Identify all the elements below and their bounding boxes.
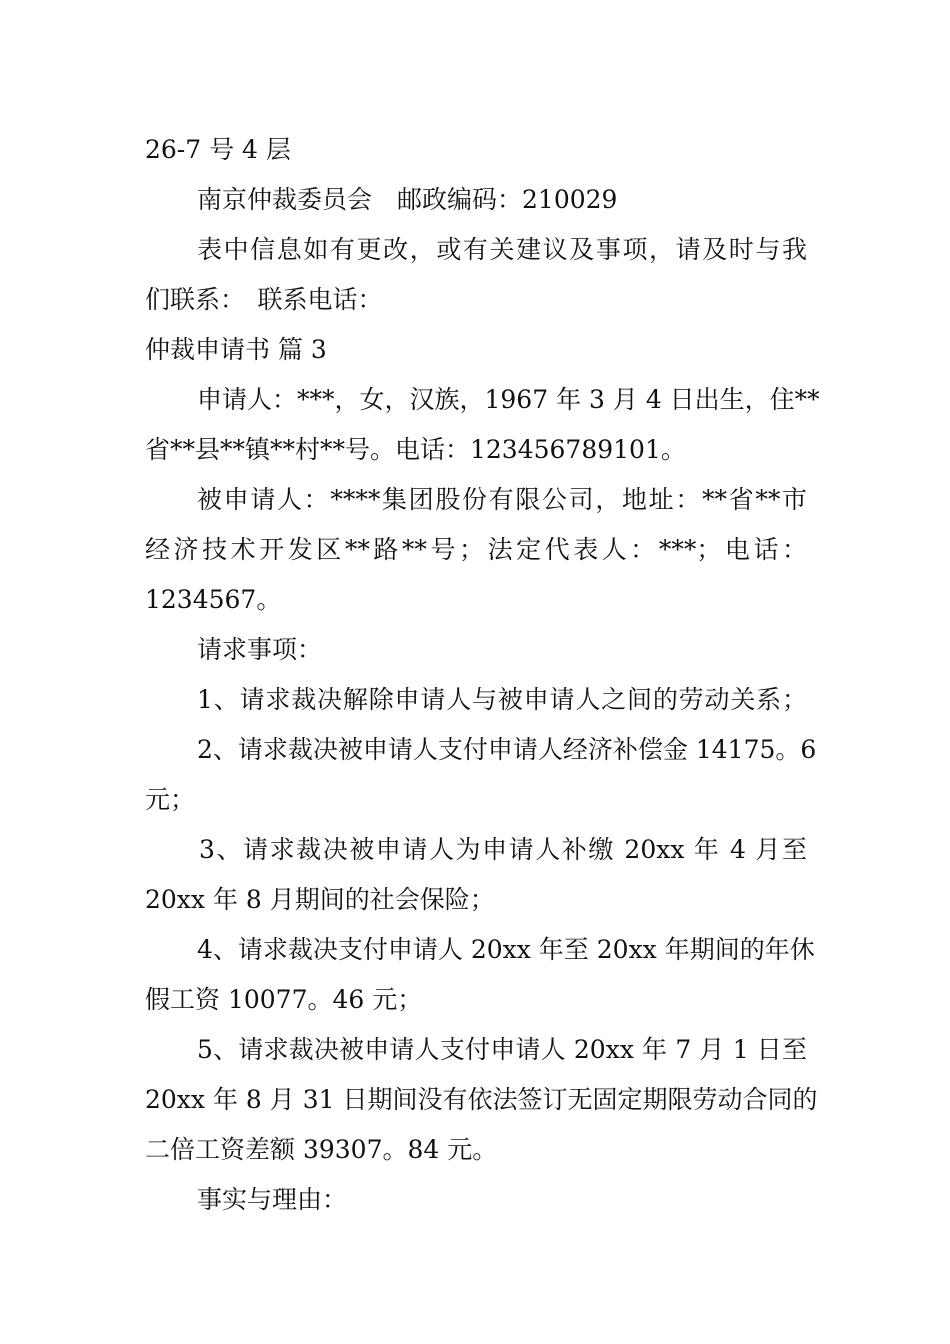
claim-item: 1、请求裁决解除申请人与被申请人之间的劳动关系； (197, 685, 807, 714)
respondent-line: 被申请人：****集团股份有限公司，地址：**省**市 (197, 485, 807, 514)
claim-item: 5、请求裁决被申请人支付申请人 20xx 年 7 月 1 日至 (197, 1035, 807, 1064)
claim-item: 元； (145, 785, 196, 814)
claim-item: 20xx 年 8 月期间的社会保险； (145, 885, 495, 914)
applicant-line: 申请人：***，女，汉族，1967 年 3 月 4 日出生，住** (197, 385, 820, 414)
claim-item: 假工资 10077。46 元； (145, 985, 423, 1014)
address-continuation: 26-7 号 4 层 (145, 135, 291, 164)
contact-note-line: 们联系： 联系电话： (145, 285, 383, 314)
claim-item: 3、请求裁决被申请人为申请人补缴 20xx 年 4 月至 (199, 835, 807, 864)
claims-heading: 请求事项： (197, 635, 323, 664)
applicant-line: 省**县**镇**村**号。电话：123456789101。 (145, 435, 686, 464)
claim-item: 4、请求裁决支付申请人 20xx 年至 20xx 年期间的年休 (197, 935, 815, 964)
respondent-line: 经济技术开发区**路**号；法定代表人：***；电话： (145, 535, 807, 564)
claim-item: 二倍工资差额 39307。84 元。 (145, 1135, 498, 1164)
respondent-line: 1234567。 (145, 585, 282, 614)
commission-postcode-line: 南京仲裁委员会 邮政编码：210029 (197, 185, 618, 214)
contact-note-line: 表中信息如有更改，或有关建议及事项，请及时与我 (197, 235, 807, 264)
facts-heading: 事实与理由： (197, 1185, 348, 1214)
claim-item: 2、请求裁决被申请人支付申请人经济补偿金 14175。6 (197, 735, 817, 764)
section-heading: 仲裁申请书 篇 3 (145, 335, 327, 364)
claim-item: 20xx 年 8 月 31 日期间没有依法签订无固定期限劳动合同的 (145, 1085, 818, 1114)
